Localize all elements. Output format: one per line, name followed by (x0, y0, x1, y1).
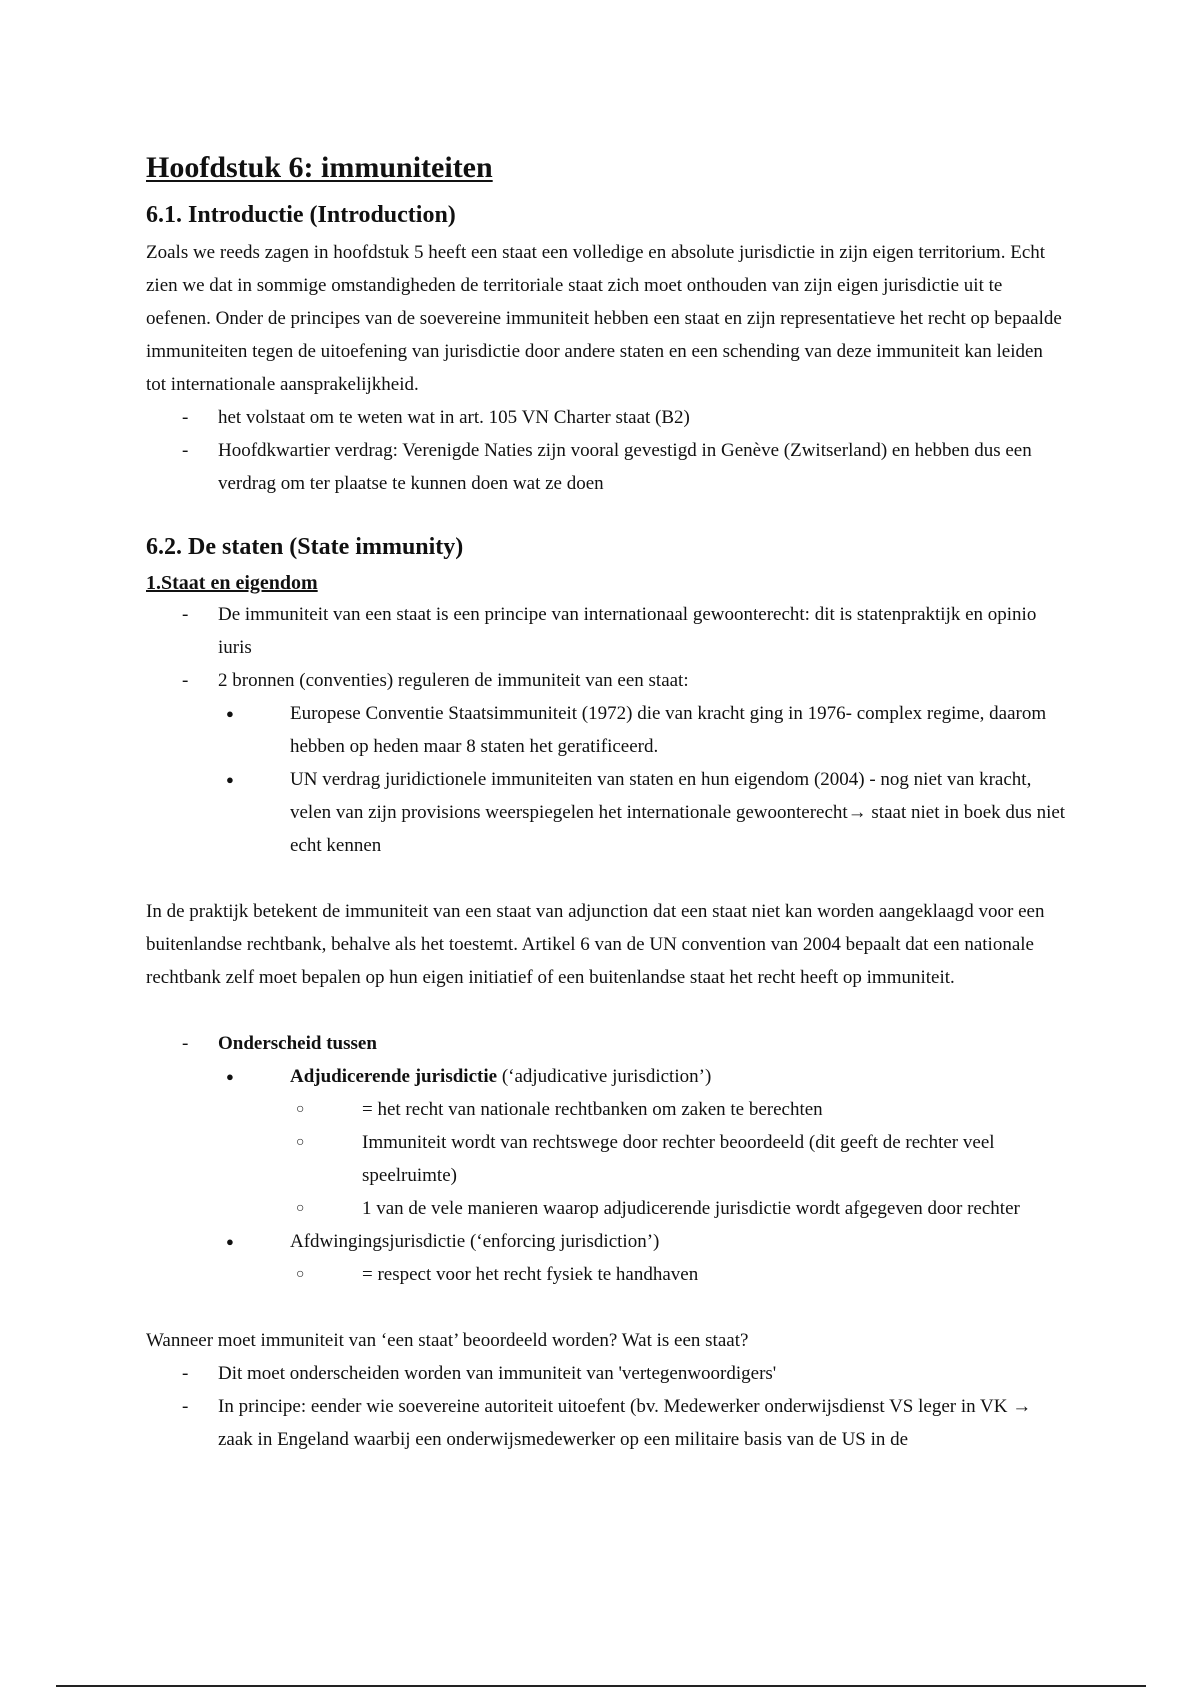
section-heading-introduction: 6.1. Introductie (Introduction) (146, 202, 456, 228)
spacer (146, 862, 1066, 895)
enforcing-points-list (290, 1258, 1066, 1291)
list-item: ○ = het recht van nationale rechtbanken om zaken te berechten (290, 1093, 1066, 1126)
list-item: - Hoofdkwartier verdrag: Verenigde Naties zijn vooral gevestigd in Genève (Zwitserland) en hebben dus een verdrag om ter plaatse te kunnen doen wat ze doen (146, 434, 1066, 500)
question-paragraph: Wanneer moet immuniteit van ‘een staat’ beoordeeld worden? Wat is een staat? (146, 1330, 749, 1351)
jurisdiction-types-list (218, 1060, 1066, 1291)
list-item: - het volstaat om te weten wat in art. 105 VN Charter staat (B2) (146, 401, 1066, 434)
list-item (146, 664, 1066, 862)
sources-list (218, 697, 1066, 862)
spacer (146, 1291, 1066, 1324)
list-item: ○ = respect voor het recht fysiek te handhaven (290, 1258, 1066, 1291)
list-item (146, 1027, 1066, 1291)
spacer (146, 994, 1066, 1027)
list-item: - De immuniteit van een staat is een principe van internationaal gewoonterecht: dit is statenpraktijk en opinio iuris (146, 598, 1066, 664)
list-item: ● UN verdrag juridictionele immuniteiten van staten en hun eigendom (2004) - nog niet van kracht, velen van zijn provisions weerspiegelen het internationale gewoonterecht→ staat niet in boek dus niet echt kennen (218, 763, 1066, 862)
list-item (218, 1060, 1066, 1225)
subheading-state-and-property: 1.Staat en eigendom (146, 572, 318, 594)
section-heading-state-immunity: 6.2. De staten (State immunity) (146, 534, 464, 560)
list-item (218, 1225, 1066, 1291)
list-item-text: 2 bronnen (conventies) reguleren de immuniteit van een staat: (218, 670, 689, 691)
introduction-bullet-list (146, 401, 1066, 500)
list-item: - In principe: eender wie soevereine autoriteit uitoefent (bv. Medewerker onderwijsdienst VS leger in VK → zaak in Engeland waarbij een onderwijsmedewerker op een militaire basis van de US in de (146, 1390, 1066, 1456)
distinction-list (146, 1027, 1066, 1291)
introduction-paragraph: Zoals we reeds zagen in hoofdstuk 5 heeft een staat een volledige en absolute jurisdictie in zijn eigen territorium. Echt zien we dat in sommige omstandigheden de territoriale staat zich moet onthouden van zijn eigen jurisdictie uit te oefenen. Onder de principes van de soevereine immuniteit hebben een staat en zijn representatieve het recht op bepaalde immuniteiten tegen de uitoefening van jurisdictie door andere staten en een schending van deze immuniteit kan leiden tot internationale aansprakelijkheid. (146, 242, 1062, 395)
chapter-title: Hoofdstuk 6: immuniteiten (146, 151, 493, 184)
list-item: - Dit moet onderscheiden worden van immuniteit van 'vertegenwoordigers' (146, 1357, 1066, 1390)
state-immunity-bullet-list (146, 598, 1066, 862)
adjudicative-points-list (290, 1093, 1066, 1225)
enforcing-term: Afdwingingsjurisdictie (‘enforcing jurisdiction’) (290, 1231, 660, 1252)
adjudicative-gloss: (‘adjudicative jurisdiction’) (497, 1066, 712, 1087)
list-item: ○ Immuniteit wordt van rechtswege door rechter beoordeeld (dit geeft de rechter veel speelruimte) (290, 1126, 1066, 1192)
practice-paragraph: In de praktijk betekent de immuniteit van een staat van adjunction dat een staat niet kan worden aangeklaagd voor een buitenlandse rechtbank, behalve als het toestemt. Artikel 6 van de UN convention van 2004 bepaalt dat een nationale rechtbank zelf moet bepalen op hun eigen initiatief of een buitenlandse staat het recht heeft op immuniteit. (146, 901, 1045, 988)
list-item: ● Europese Conventie Staatsimmuniteit (1972) die van kracht ging in 1976- complex regime, daarom hebben op heden maar 8 staten het geratificeerd. (218, 697, 1066, 763)
representatives-list (146, 1357, 1066, 1456)
list-item: ○ 1 van de vele manieren waarop adjudicerende jurisdictie wordt afgegeven door rechter (290, 1192, 1066, 1225)
distinction-label: Onderscheid tussen (218, 1033, 377, 1054)
document-page (146, 148, 1066, 1456)
page-footer-divider (56, 1685, 1146, 1687)
adjudicative-term: Adjudicerende jurisdictie (290, 1066, 498, 1087)
